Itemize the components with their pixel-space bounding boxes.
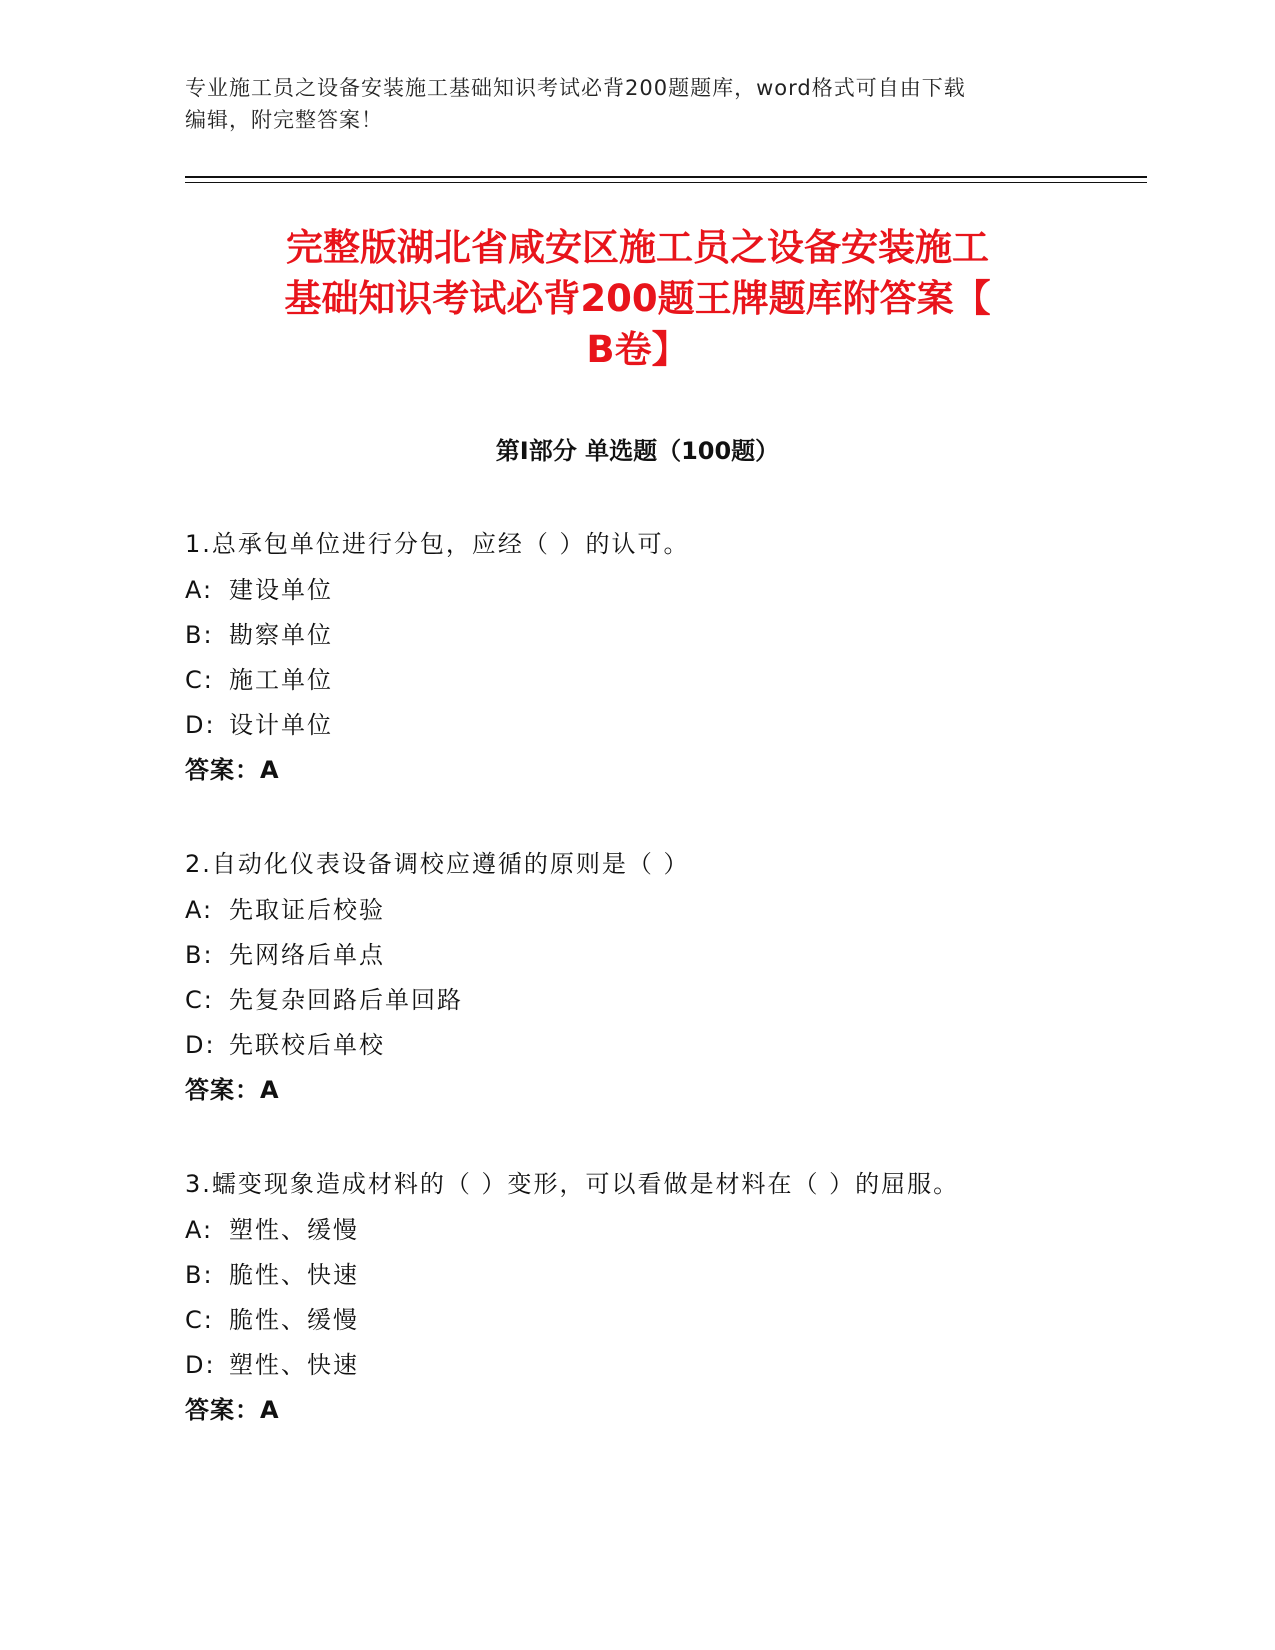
question-item (185, 848, 1145, 1114)
option-key: A: (185, 896, 214, 924)
title-line-1: 完整版湖北省咸安区施工员之设备安装施工 (286, 226, 989, 269)
option-key: C: (185, 1306, 214, 1334)
option-text: 先网络后单点 (229, 941, 385, 969)
option-text: 塑性、缓慢 (229, 1216, 359, 1244)
title-line-3: B卷】 (586, 328, 689, 371)
option-text: 塑性、快速 (229, 1351, 359, 1379)
question-stem: 1.总承包单位进行分包，应经（ ）的认可。 (185, 530, 690, 558)
answer-line: 答案：A (185, 756, 280, 784)
question-stem: 3.蠕变现象造成材料的（ ）变形，可以看做是材料在（ ）的屈服。 (185, 1170, 960, 1198)
option-key: C: (185, 666, 214, 694)
question-stem: 2.自动化仪表设备调校应遵循的原则是（ ） (185, 850, 690, 878)
option-text: 先联校后单校 (229, 1031, 385, 1059)
option-text: 勘察单位 (229, 621, 333, 649)
option-key: A: (185, 576, 214, 604)
answer-line: 答案：A (185, 1076, 280, 1104)
option-b (185, 939, 1145, 984)
document-title (150, 222, 1125, 375)
option-b (185, 619, 1145, 664)
option-d (185, 1029, 1145, 1074)
option-text: 设计单位 (229, 711, 333, 739)
option-text: 建设单位 (229, 576, 333, 604)
option-text: 先取证后校验 (229, 896, 385, 924)
option-d (185, 709, 1145, 754)
option-text: 先复杂回路后单回路 (229, 986, 463, 1014)
header-divider-thick (185, 176, 1147, 178)
option-b (185, 1259, 1145, 1304)
option-key: B: (185, 941, 214, 969)
option-c (185, 1304, 1145, 1349)
answer-line: 答案：A (185, 1396, 280, 1424)
option-key: B: (185, 1261, 214, 1289)
header-line-1: 专业施工员之设备安装施工基础知识考试必背200题题库，word格式可自由下载 (185, 76, 966, 100)
option-key: D: (185, 711, 216, 739)
option-key: A: (185, 1216, 214, 1244)
option-a (185, 894, 1145, 939)
option-text: 施工单位 (229, 666, 333, 694)
title-line-2: 基础知识考试必背200题王牌题库附答案【 (284, 277, 991, 320)
option-a (185, 1214, 1145, 1259)
question-item (185, 1168, 1145, 1434)
header-line-2: 编辑，附完整答案！ (185, 108, 383, 132)
option-key: D: (185, 1031, 216, 1059)
option-text: 脆性、缓慢 (229, 1306, 359, 1334)
option-key: C: (185, 986, 214, 1014)
option-d (185, 1349, 1145, 1394)
question-item (185, 528, 1145, 794)
option-c (185, 664, 1145, 709)
document-header (185, 72, 1085, 136)
option-a (185, 574, 1145, 619)
header-divider-thin (185, 182, 1147, 183)
section-heading: 第Ⅰ部分 单选题（100题） (495, 437, 780, 465)
option-c (185, 984, 1145, 1029)
option-key: D: (185, 1351, 216, 1379)
option-key: B: (185, 621, 214, 649)
option-text: 脆性、快速 (229, 1261, 359, 1289)
